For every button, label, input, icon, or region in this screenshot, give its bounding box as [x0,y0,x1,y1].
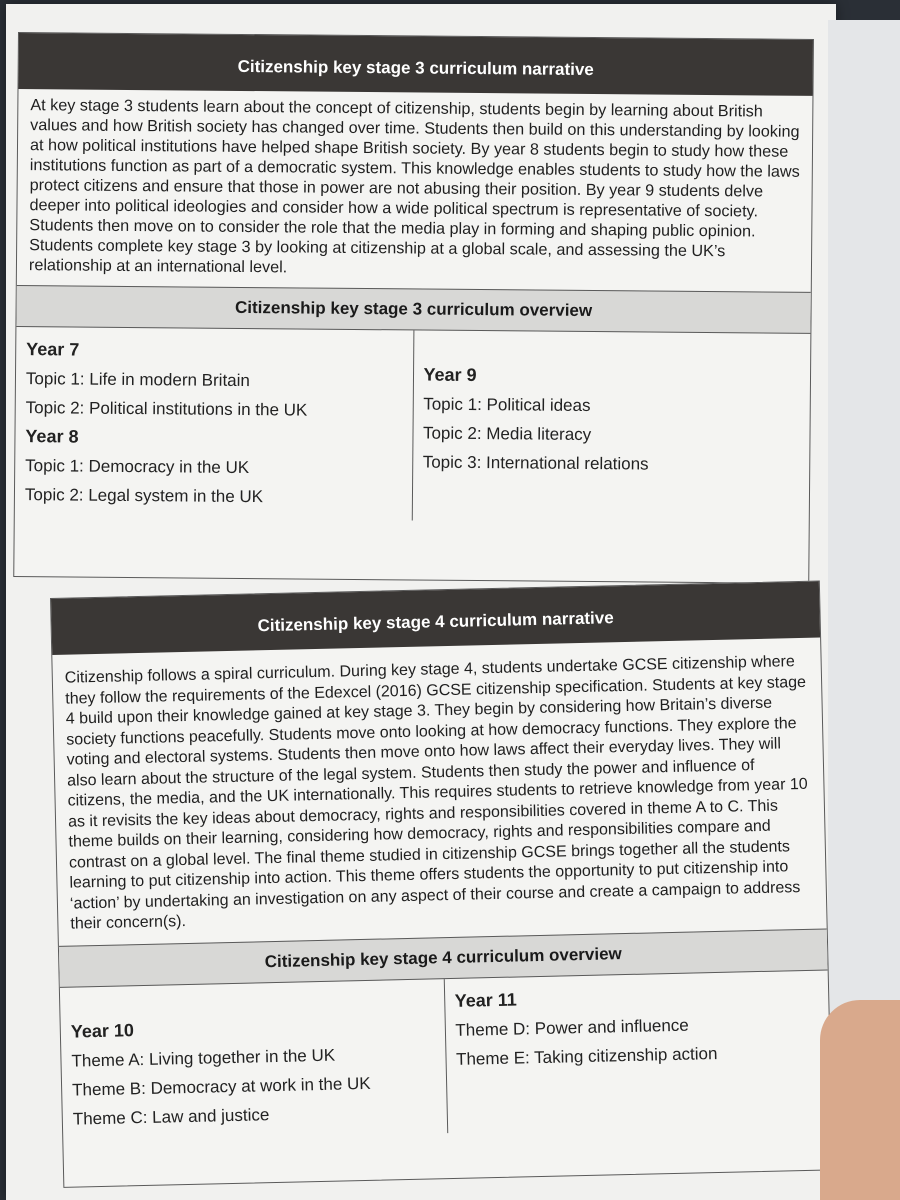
ks4-overview-right [443,970,831,1133]
year-8-topic-1: Topic 1: Democracy in the UK [25,456,250,478]
year-8-label: Year 8 [25,426,79,447]
ks4-overview-title: Citizenship key stage 4 curriculum overview [59,928,828,987]
ks3-overview-right [411,330,810,523]
year-7-label: Year 7 [26,339,80,360]
ks4-narrative-title: Citizenship key stage 4 curriculum narrative [51,582,820,655]
ks3-overview-title: Citizenship key stage 3 curriculum overview [16,285,810,334]
ks3-section [13,32,814,584]
year-11-theme-e: Theme E: Taking citizenship action [455,1043,718,1069]
year-10-theme-a: Theme A: Living together in the UK [71,1045,336,1071]
year-11-theme-d: Theme D: Power and influence [455,1015,689,1040]
year-10-theme-b: Theme B: Democracy at work in the UK [71,1073,371,1100]
ks4-overview-left [60,979,447,1142]
ks4-section [50,581,833,1188]
year-10-label: Year 10 [70,1019,135,1042]
year-9-topic-1: Topic 1: Political ideas [423,394,591,416]
thumb-holding-page [820,1000,900,1200]
year-11-label: Year 11 [454,989,518,1011]
year-7-topic-2: Topic 2: Political institutions in the UK [25,398,308,420]
ks3-narrative-title: Citizenship key stage 3 curriculum narrative [19,33,813,96]
year-9-topic-3: Topic 3: International relations [422,452,649,474]
year-10-theme-c: Theme C: Law and justice [72,1104,270,1129]
ks3-overview-left [15,327,413,520]
ks3-narrative-text: At key stage 3 students learn about the concept of citizenship, students begin by learning about British values and how British society has changed over time. Students then build on this understanding by looking at how political institutions have helped shape British society. By year 8 students begin to study how these institutions function as part of a democratic system. This knowledge enables students to study how the laws protect citizens and ensure that those in power are not abusing their position. By year 9 students delve deeper into political ideologies and consider how a wide political spectrum is representative of society. Students then move on to consider the role that the media play in forming and shaping public opinion. Students complete key stage 3 by looking at citizenship at a global scale, and assessing the UK’s relationship at an international level. [28,96,800,277]
year-7-topic-1: Topic 1: Life in modern Britain [25,369,251,391]
year-8-topic-2: Topic 2: Legal system in the UK [24,485,264,507]
ks4-narrative-text: Citizenship follows a spiral curriculum. During key stage 4, students undertake GCSE citizenship where they follow the requirements of the Edexcel (2016) GCSE citizenship specification. Students at key stage 4 build upon their knowledge gained at key stage 3. They begin by considering how Britain’s diverse society functions peacefully. Students move onto looking at how democracy functions. They explore the voting and electoral systems. Students then move onto how laws affect their everyday lives. They will also learn about the structure of the legal system. Students then study the power and influence of citizens, the media, and the UK internationally. This requires students to retrieve knowledge from year 10 as it revisits the key ideas about democracy, rights and responsibilities covered in theme A to C. This theme builds on their learning, considering how democracy, rights and responsibilities compare and contrast on a global level. The final theme studied in citizenship GCSE brings together all the students learning to put citizenship into action. This theme offers students the opportunity to put citizenship into ‘action’ by undertaking an investigation on any aspect of their course and create a campaign to address their concern(s). [64,653,808,933]
ks4-overview-table [60,970,831,1141]
year-9-label: Year 9 [423,364,477,386]
year-9-topic-2: Topic 2: Media literacy [422,423,592,445]
ks3-overview-table [15,327,811,524]
